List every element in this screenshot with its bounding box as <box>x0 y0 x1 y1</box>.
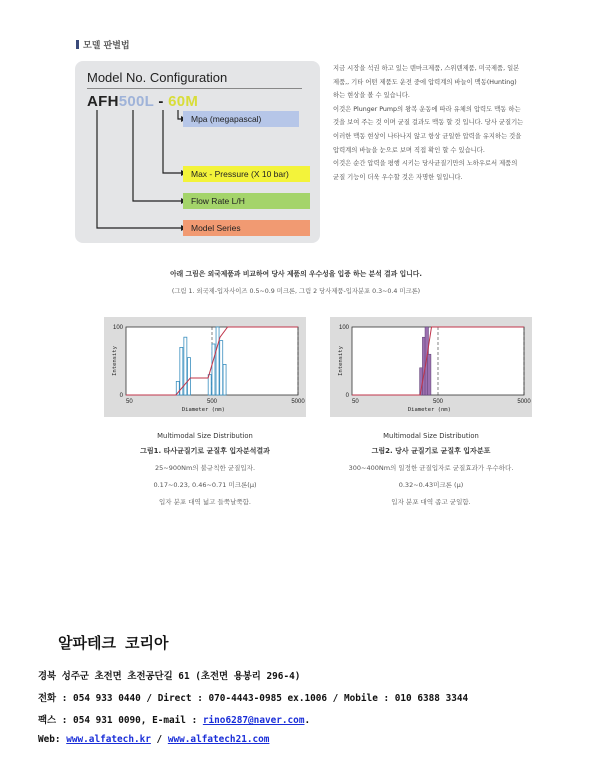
heading-bullet <box>76 40 79 49</box>
fax-suffix: . <box>304 715 311 726</box>
y-axis-label: Intensity <box>112 346 118 376</box>
analysis-subcaption: (그림 1. 외국제-입자사이즈 0.5~0.9 미크론, 그림 2 당사제품-입자분포 0.3~0.4 미크론) <box>171 288 421 295</box>
chart-2-caption <box>318 432 544 506</box>
connector-model-series <box>97 110 181 228</box>
description-line: 제품,, 기타 어떤 제품도 운전 중에 압력계의 바늘이 맥동(Hunting) <box>333 78 517 86</box>
section-heading <box>76 38 130 51</box>
web-label: Web: <box>38 734 67 745</box>
company-fax-email <box>38 712 310 726</box>
chart-1-caption-line: 0.17~0.23, 0.46~0.71 미크론(μ) <box>153 481 257 489</box>
x-tick-label: 50 <box>126 399 133 405</box>
code-pressure: 60M <box>168 93 199 110</box>
x-tick-label: 500 <box>206 399 218 405</box>
company-address: 경북 성주군 초전면 초전공단길 61 (초전면 용봉리 296-4) <box>38 671 301 682</box>
x-tick-label: 5000 <box>291 399 305 405</box>
chart-1-caption-line: 25~900Nm의 불규칙한 균질입자. <box>154 464 256 472</box>
x-tick-label: 500 <box>432 399 444 405</box>
web-separator: / <box>150 734 168 745</box>
label-mpa: Mpa (megapascal) <box>183 111 299 127</box>
x-axis-label: Diameter (nm) <box>407 407 451 413</box>
y-tick-label: 0 <box>345 393 349 399</box>
x-axis-label: Diameter (nm) <box>181 407 225 413</box>
x-tick-label: 5000 <box>517 399 531 405</box>
web-link-alfatech21[interactable]: www.alfatech21.com <box>167 734 270 745</box>
bar <box>184 337 187 395</box>
y-tick-label: 100 <box>338 325 349 331</box>
bar <box>220 341 223 395</box>
description-line: 지금 시장을 석권 하고 있는 덴마크제품, 스위덴제품, 미국제품, 일본 <box>333 65 520 72</box>
label-max-pressure: Max - Pressure (X 10 bar) <box>183 166 310 182</box>
connector-mpa <box>178 110 181 119</box>
bar <box>223 364 226 395</box>
description-line: 것을 보여 주는 것 이며 균질 걸과도 맥동 할 것 입니다. 당사 균질기는 <box>333 119 524 127</box>
bar <box>427 354 431 395</box>
y-axis-label: Intensity <box>338 346 344 376</box>
email-link[interactable]: rino6287@naver.com <box>202 715 305 726</box>
analysis-caption: 아래 그림은 외국제품과 비교하여 당사 제품의 우수성을 입증 하는 분석 결과 입니다. <box>170 270 422 278</box>
description-line: 이것은 Plunger Pump의 왕복 운동에 따라 유체의 압력도 맥동 하는 <box>333 105 521 113</box>
config-title: Model No. Configuration <box>87 70 228 85</box>
label-flow-rate: Flow Rate L/H <box>183 193 310 209</box>
description-line: 하는 현상을 볼 수 있습니다. <box>333 92 410 100</box>
bar <box>187 358 190 395</box>
description-line: 균질 기능이 더욱 우수할 것은 자명한 일입니다. <box>333 173 463 181</box>
description-line: 압력계의 바늘을 눈으로 보며 직접 확인 할 수 있습니다. <box>333 146 485 154</box>
chart-2 <box>330 317 532 417</box>
chart-2-caption-line: 입자 분포 대역 좁고 균일함. <box>391 498 471 506</box>
chart-2-caption-line: 0.32~0.43미크론 (μ) <box>398 481 464 489</box>
chart-1-caption-title: 그림1. 타사균질기로 균질후 입자분석결과 <box>140 447 270 455</box>
bar <box>216 327 219 395</box>
code-flow: 500L <box>118 93 154 110</box>
x-tick-label: 50 <box>352 399 359 405</box>
chart-2-title: Multimodal Size Distribution <box>383 432 479 440</box>
code-prefix: AFH <box>87 93 119 110</box>
company-web <box>38 734 269 745</box>
description-line: 이러한 맥동 현상이 나타나지 않고 항상 균일한 압력을 유지하는 것을 <box>333 132 522 140</box>
chart-1 <box>104 317 306 417</box>
description <box>333 62 553 184</box>
connector-flow-rate <box>133 110 181 201</box>
fax-text: 팩스 : 054 931 0090, E-mail : <box>38 715 203 726</box>
web-link-alfatech-kr[interactable]: www.alfatech.kr <box>66 734 151 745</box>
company-name: 알파테크 코리아 <box>58 634 169 652</box>
chart-1-caption <box>104 432 306 506</box>
label-model-series: Model Series <box>183 220 310 236</box>
chart-1-caption-line: 입자 분포 대역 넓고 들쭉날쭉함. <box>159 498 251 506</box>
y-tick-label: 0 <box>119 393 123 399</box>
company-phone: 전화 : 054 933 0440 / Direct : 070-4443-0985 ex.1006 / Mobile : 010 6388 3344 <box>38 693 469 704</box>
description-line: 이것은 순간 압력을 평행 시키는 당사균질기만의 노하우로서 제품의 <box>333 160 518 168</box>
section-heading-text: 모델 판별법 <box>83 41 130 51</box>
chart-1-title: Multimodal Size Distribution <box>157 432 253 440</box>
chart-2-caption-line: 300~400Nm의 일정한 균질입자로 균질효과가 우수하다. <box>348 464 514 472</box>
config-connector-lines <box>75 61 320 243</box>
y-tick-label: 100 <box>112 325 123 331</box>
chart-2-caption-title: 그림2. 당사 균질기로 균질후 입자분포 <box>371 447 491 455</box>
bar <box>212 344 215 395</box>
code-dash: - <box>153 93 169 110</box>
